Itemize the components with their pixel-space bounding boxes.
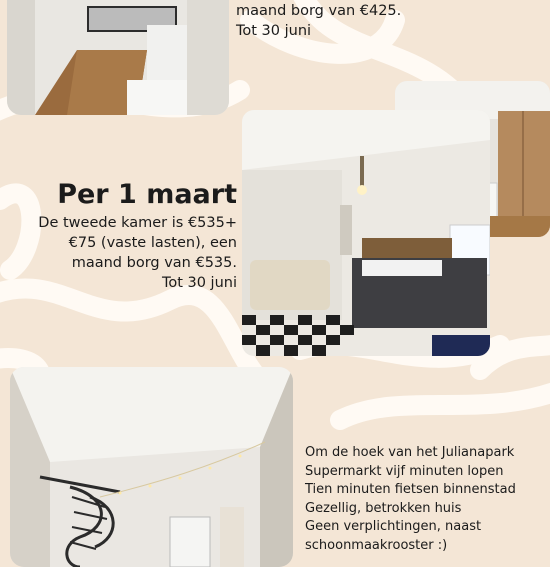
room-photo-living xyxy=(10,367,293,567)
top-deposit-line: maand borg van €425. xyxy=(236,3,402,19)
fixed-costs-line: €75 (vaste lasten), een xyxy=(68,235,237,251)
room-photo-top xyxy=(7,0,229,115)
top-until-line: Tot 30 juni xyxy=(236,23,312,39)
list-item-city-center: Tien minuten fietsen binnenstad xyxy=(305,482,516,497)
availability-heading: Per 1 maart xyxy=(57,179,237,210)
second-room-price-line: De tweede kamer is €535+ xyxy=(38,215,237,231)
room-photo-bedroom xyxy=(242,110,490,356)
until-line: Tot 30 juni xyxy=(161,275,237,291)
list-item-household: Gezellig, betrokken huis xyxy=(305,500,462,516)
list-item-supermarket: Supermarkt vijf minuten lopen xyxy=(305,463,504,479)
list-item-location: Om de hoek van het Julianapark xyxy=(305,445,515,460)
list-item-cleaning: schoonmaakrooster :) xyxy=(305,537,448,553)
list-item-obligations: Geen verplichtingen, naast xyxy=(305,519,482,534)
deposit-line: maand borg van €535. xyxy=(71,255,237,271)
